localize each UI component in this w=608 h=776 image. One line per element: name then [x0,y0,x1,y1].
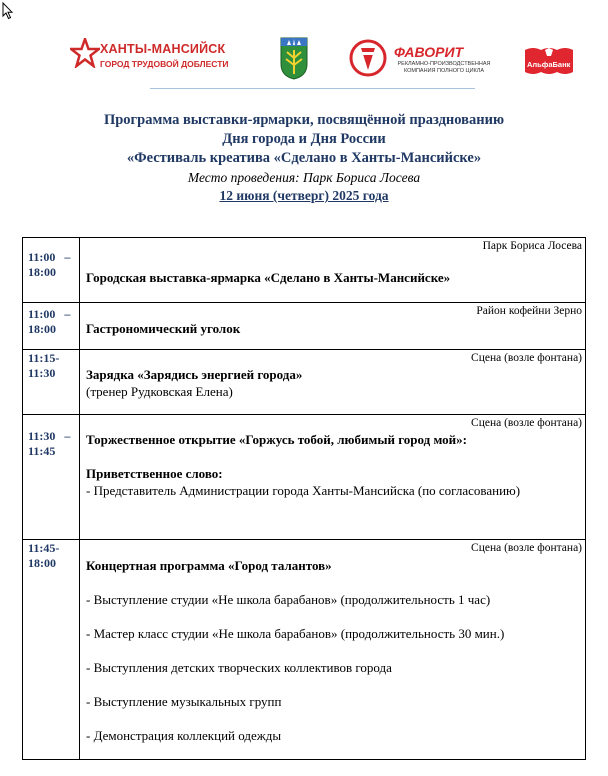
time-range: 11:15- 11:30 [28,351,60,380]
item-title: Концертная программа «Город талантов» [86,558,332,573]
time-cell [23,303,80,350]
mouse-cursor-icon [2,2,14,20]
red-star-icon [70,38,100,68]
document-heading [0,111,608,204]
city-brand-logo [70,36,250,82]
description-cell [80,238,586,303]
time-cell [23,350,80,415]
item-title: Торжественное открытие «Горжусь тобой, любимый город мой»: [86,432,467,447]
event-venue: Место проведения: Парк Бориса Лосева [187,170,421,185]
table-row [23,415,586,540]
list-item: - Выступления детских творческих коллективов города [86,660,392,675]
table-row [23,303,586,350]
heading-line-1: Программа выставки-ярмарки, посвящённой празднованию [103,112,505,128]
time-range: 11:45- 18:00 [28,541,60,570]
time-range: 11:30 – 11:45 [28,429,71,458]
favorit-emblem-icon [348,38,390,80]
heading-line-2: Дня города и Дня России [222,131,386,147]
favorit-name: ФАВОРИТ [394,44,464,60]
time-range: 11:00 – 18:00 [28,307,71,336]
event-date: 12 июня (четверг) 2025 года [219,188,389,203]
item-title: Гастрономический уголок [86,321,241,336]
table-row [23,238,586,303]
item-note: - Представитель Администрации города Ханты-Мансийска (по согласованию) [86,483,521,498]
time-cell [23,540,80,760]
time-cell [23,238,80,303]
list-item: - Демонстрация коллекций одежды [86,728,282,743]
description-cell [80,415,586,540]
location-label: Сцена (возле фонтана) [471,417,582,429]
favorit-logo [348,36,508,82]
location-label: Сцена (возле фонтана) [471,352,582,364]
favorit-subtitle: РЕКЛАМНО-ПРОИЗВОДСТВЕННАЯ КОМПАНИЯ ПОЛНОГО ЦИКЛА [397,61,491,74]
alfa-bank-logo [523,46,575,76]
time-range: 11:00 – 18:00 [28,250,71,279]
description-cell [80,540,586,760]
program-table [22,237,586,760]
city-brand-name: ХАНТЫ-МАНСИЙСК [100,42,226,56]
alfa-bank-name: АльфаБанк [527,60,571,69]
item-title: Городская выставка-ярмарка «Сделано в Ханты-Мансийске» [86,270,451,285]
description-cell [80,303,586,350]
table-row [23,540,586,760]
table-row [23,350,586,415]
list-item: - Мастер класс студии «Не школа барабанов» (продолжительность 30 мин.) [86,626,505,641]
location-label: Сцена (возле фонтана) [471,542,582,554]
logos-row [0,36,608,86]
description-cell [80,350,586,415]
item-subtitle: Приветственное слово: [86,466,223,481]
item-note: (тренер Рудковская Елена) [86,384,233,399]
location-label: Парк Бориса Лосева [482,240,582,252]
location-label: Район кофейни Зерно [476,305,582,317]
header-divider [150,88,475,89]
time-cell [23,415,80,540]
city-emblem-icon [279,36,309,80]
list-item: - Выступление студии «Не школа барабанов» (продолжительность 1 час) [86,592,491,607]
item-title: Зарядка «Зарядись энергией города» [86,367,303,382]
heading-line-3: «Фестиваль креатива «Сделано в Ханты-Мансийске» [126,150,482,166]
list-item: - Выступление музыкальных групп [86,694,282,709]
city-brand-slogan: ГОРОД ТРУДОВОЙ ДОБЛЕСТИ [100,59,229,69]
